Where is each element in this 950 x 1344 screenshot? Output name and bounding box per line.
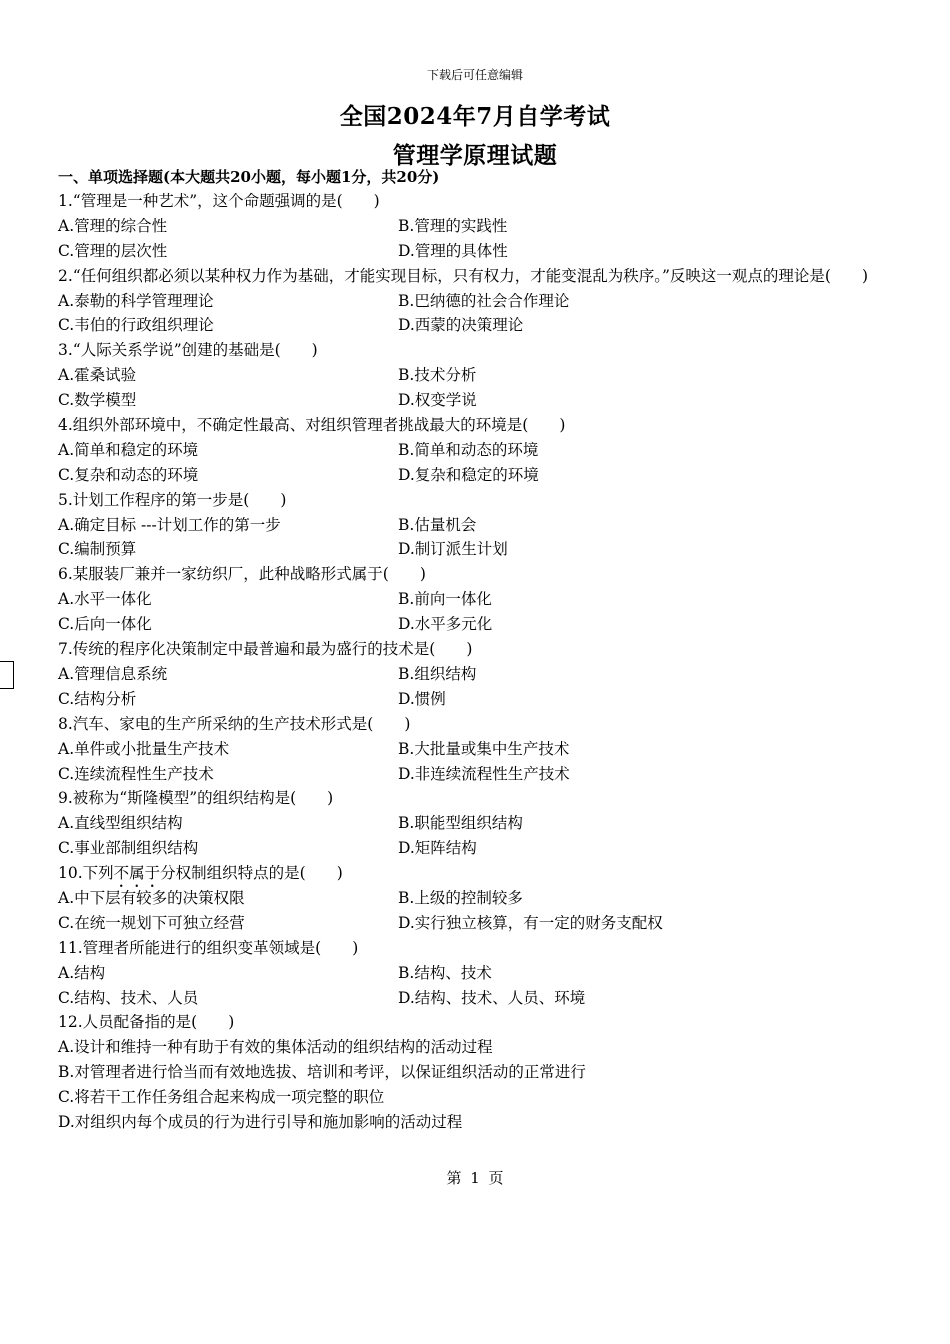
question-stem: 3.“人际关系学说”创建的基础是( ) bbox=[58, 341, 318, 360]
option-d: D.惯例 bbox=[398, 689, 446, 708]
option-c: C.将若干工作任务组合起来构成一项完整的职位 bbox=[58, 1088, 385, 1107]
question-stem: 1.“管理是一种艺术”，这个命题强调的是( ) bbox=[58, 192, 380, 210]
option-a: A.确定目标 ---计划工作的第一步 bbox=[58, 515, 281, 534]
option-b: B.结构、技术 bbox=[398, 963, 492, 982]
option-row bbox=[58, 762, 898, 787]
option-row bbox=[58, 537, 898, 562]
option-d: D.权变学说 bbox=[398, 391, 477, 410]
option-a: A.泰勒的科学管理理论 bbox=[58, 291, 214, 310]
option-d: D.非连续流程性生产技术 bbox=[398, 764, 570, 783]
question-stem: 9.被称为“斯隆模型”的组织结构是( ) bbox=[58, 789, 334, 808]
option-row bbox=[58, 612, 898, 637]
option-d: D.水平多元化 bbox=[398, 615, 493, 634]
option-b: B.简单和动态的环境 bbox=[398, 440, 539, 459]
option-b: B.上级的控制较多 bbox=[398, 888, 523, 907]
option-row bbox=[58, 513, 898, 538]
question-stem: 12.人员配备指的是( ) bbox=[58, 1013, 235, 1032]
option-b: B.对管理者进行恰当而有效地选拔、培训和考评，以保证组织活动的正常进行 bbox=[58, 1063, 586, 1082]
option-c: C.后向一体化 bbox=[58, 615, 152, 634]
option-b: B.管理的实践性 bbox=[398, 216, 508, 235]
option-c: C.编制预算 bbox=[58, 540, 137, 559]
option-row bbox=[58, 737, 898, 762]
option-d: D.制订派生计划 bbox=[398, 540, 508, 559]
question-stem-suffix: 分权制组织特点的是( ) bbox=[160, 864, 343, 883]
option-a: A.中下层有较多的决策权限 bbox=[58, 888, 245, 907]
option-row bbox=[58, 911, 898, 936]
option-row bbox=[58, 886, 898, 911]
option-b: B.职能型组织结构 bbox=[398, 814, 523, 833]
option-row bbox=[58, 313, 898, 338]
page-number: 第 1 页 bbox=[446, 1169, 504, 1187]
option-b: B.前向一体化 bbox=[398, 590, 492, 609]
question-stem: 11.管理者所能进行的组织变革领域是( ) bbox=[58, 938, 359, 957]
option-a: A.直线型组织结构 bbox=[58, 814, 183, 833]
option-c: C.复杂和动态的环境 bbox=[58, 465, 199, 484]
question-stem bbox=[58, 861, 898, 886]
option-d: D.结构、技术、人员、环境 bbox=[398, 988, 586, 1007]
option-a: A.水平一体化 bbox=[58, 590, 152, 609]
question-list bbox=[58, 189, 898, 1135]
question-stem: 7.传统的程序化决策制定中最普遍和最为盛行的技术是( ) bbox=[58, 640, 473, 659]
option-row bbox=[58, 214, 898, 239]
exam-subject-title: 管理学原理试题 bbox=[392, 142, 558, 169]
option-row bbox=[58, 463, 898, 488]
emphasized-word: 不属于 bbox=[113, 864, 161, 883]
option-a: A.霍桑试验 bbox=[58, 366, 137, 385]
option-row bbox=[58, 388, 898, 413]
option-row bbox=[58, 961, 898, 986]
option-row bbox=[58, 363, 898, 388]
option-d: D.实行独立核算，有一定的财务支配权 bbox=[398, 913, 663, 932]
question-stem: 6.某服装厂兼并一家纺织厂，此种战略形式属于( ) bbox=[58, 565, 426, 584]
section-heading: 一、单项选择题(本大题共20小题，每小题1分，共20分) bbox=[58, 168, 440, 186]
option-b: B.估量机会 bbox=[398, 515, 477, 534]
option-row bbox=[58, 289, 898, 314]
option-c: C.韦伯的行政组织理论 bbox=[58, 316, 214, 335]
option-row bbox=[58, 687, 898, 712]
option-b: B.技术分析 bbox=[398, 366, 477, 385]
question-stem: 4.组织外部环境中，不确定性最高、对组织管理者挑战最大的环境是( ) bbox=[58, 416, 566, 435]
margin-bracket bbox=[0, 661, 14, 689]
option-a: A.结构 bbox=[58, 963, 106, 982]
option-c: C.结构分析 bbox=[58, 689, 137, 708]
option-row bbox=[58, 986, 898, 1011]
option-d: D.复杂和稳定的环境 bbox=[398, 465, 539, 484]
question-stem: 5.计划工作程序的第一步是( ) bbox=[58, 490, 287, 509]
option-a: A.简单和稳定的环境 bbox=[58, 440, 199, 459]
option-c: C.管理的层次性 bbox=[58, 241, 168, 260]
option-d: D.管理的具体性 bbox=[398, 241, 508, 260]
option-d: D.对组织内每个成员的行为进行引导和施加影响的活动过程 bbox=[58, 1112, 463, 1131]
option-b: B.巴纳德的社会合作理论 bbox=[398, 291, 570, 310]
option-b: B.大批量或集中生产技术 bbox=[398, 739, 570, 758]
question-stem: 2.“任何组织都必须以某种权力作为基础，才能实现目标，只有权力，才能变混乱为秩序。”反映这一观点的理论是( ) bbox=[58, 266, 868, 285]
option-row bbox=[58, 836, 898, 861]
option-d: D.西蒙的决策理论 bbox=[398, 316, 524, 335]
question-stem-prefix: 10.下列 bbox=[58, 864, 114, 883]
download-note: 下载后可任意编辑 bbox=[426, 68, 523, 82]
option-a: A.管理信息系统 bbox=[58, 664, 168, 683]
option-row bbox=[58, 239, 898, 264]
exam-title: 全国2024年7月自学考试 bbox=[339, 103, 611, 130]
option-row bbox=[58, 662, 898, 687]
option-a: A.单件或小批量生产技术 bbox=[58, 739, 230, 758]
option-b: B.组织结构 bbox=[398, 664, 477, 683]
option-a: A.管理的综合性 bbox=[58, 216, 168, 235]
option-c: C.连续流程性生产技术 bbox=[58, 764, 214, 783]
option-row bbox=[58, 811, 898, 836]
option-row bbox=[58, 438, 898, 463]
option-c: C.数学模型 bbox=[58, 391, 137, 410]
option-a: A.设计和维持一种有助于有效的集体活动的组织结构的活动过程 bbox=[58, 1038, 493, 1057]
question-stem: 8.汽车、家电的生产所采纳的生产技术形式是( ) bbox=[58, 714, 411, 733]
option-c: C.事业部制组织结构 bbox=[58, 839, 199, 858]
option-c: C.结构、技术、人员 bbox=[58, 988, 199, 1007]
option-c: C.在统一规划下可独立经营 bbox=[58, 913, 245, 932]
option-d: D.矩阵结构 bbox=[398, 839, 477, 858]
option-row bbox=[58, 587, 898, 612]
